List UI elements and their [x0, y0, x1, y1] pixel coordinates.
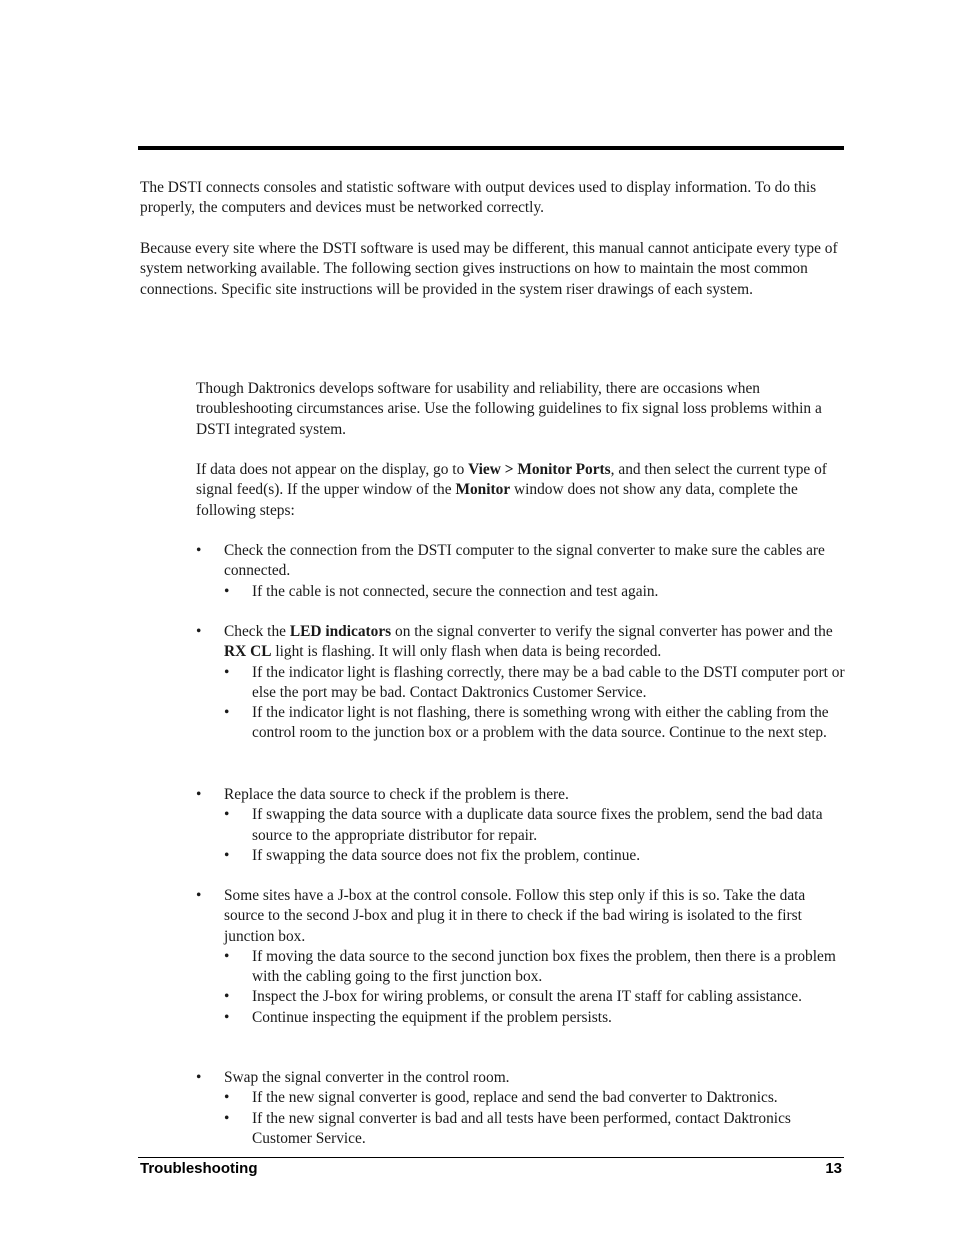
- intro-paragraph-1: The DSTI connects consoles and statistic software with output devices used to display information. To do this properly, the computers and devices must be networked correctly.: [140, 179, 817, 217]
- page-number: 13: [825, 1160, 842, 1177]
- step-4: [196, 886, 846, 1028]
- sub-list-item: • If the cable is not connected, secure the connection and test again.: [196, 582, 846, 602]
- sub-list-item: • If the new signal converter is bad and all tests have been performed, contact Daktronics Customer Service.: [224, 1109, 791, 1147]
- footer-section-title: Troubleshooting: [140, 1160, 258, 1177]
- intro-paragraph-2: Because every site where the DSTI software is used may be different, this manual cannot anticipate every type of system networking available. The following section gives instructions on how to maintain the most common connections. Specific site instructions will be provided in the system riser drawings of each system.: [140, 240, 838, 298]
- bullet-icon: •: [224, 947, 230, 965]
- sub-list-item: • If moving the data source to the second junction box fixes the problem, then there is a problem with the cabling going to the first junction box.: [224, 947, 836, 986]
- sub-list-item: • Continue inspecting the equipment if the problem persists.: [196, 1008, 846, 1028]
- monitor-bold: Monitor: [455, 481, 511, 499]
- step-3: [196, 785, 846, 866]
- bullet-icon: •: [224, 1109, 230, 1127]
- bullet-icon: •: [196, 887, 202, 904]
- sub-list-item: • If the indicator light is not flashing, there is something wrong with either the cabling from the control room to the junction box or a problem with the data source. Continue to the next step.: [224, 704, 829, 742]
- rx-cl-bold: RX CL: [224, 643, 272, 661]
- list-item: • Check the connection from the DSTI computer to the signal converter to make sure the cables are connected.: [196, 542, 825, 580]
- sub-list-item: • If swapping the data source with a duplicate data source fixes the problem, send the bad data source to the appropriate distributor for repair.: [224, 806, 823, 844]
- bullet-icon: •: [196, 623, 202, 640]
- body-paragraph-1: Though Daktronics develops software for usability and reliability, there are occasions when troubleshooting circumstances arise. Use the following guidelines to fix signal loss problems within a DSTI integrated system.: [196, 380, 822, 438]
- bullet-icon: •: [224, 704, 230, 722]
- list-item: • Replace the data source to check if the problem is there.: [196, 785, 846, 805]
- body-paragraph-2: If data does not appear on the display, go to View > Monitor Ports, and then select the current type of signal feed(s). If the upper window of the Monitor window does not show any data, complete the following steps:: [196, 461, 827, 519]
- step-2: [196, 622, 846, 744]
- sub-list-item: • If swapping the data source does not fix the problem, continue.: [196, 846, 846, 866]
- sub-list-item: • Inspect the J-box for wiring problems, or consult the arena IT staff for cabling assistance.: [196, 987, 846, 1007]
- bullet-icon: •: [224, 1089, 230, 1107]
- list-item: • Swap the signal converter in the control room.: [196, 1068, 846, 1088]
- list-item: • Some sites have a J-box at the control console. Follow this step only if this is so. Take the data source to the second J-box and plug it in there to check if the bad wiring is isolated to the first junction box.: [196, 887, 806, 945]
- step-5: [196, 1068, 846, 1149]
- bullet-icon: •: [224, 1008, 230, 1026]
- list-item: • Check the LED indicators on the signal converter to verify the signal converter has power and the RX CL light is flashing. It will only flash when data is being recorded.: [196, 623, 833, 661]
- bullet-icon: •: [196, 1069, 202, 1086]
- footer-rule: [138, 1157, 844, 1158]
- bullet-icon: •: [224, 988, 230, 1006]
- step-1: [196, 541, 846, 602]
- menu-path-bold: View > Monitor Ports: [468, 461, 611, 478]
- bullet-icon: •: [224, 806, 230, 824]
- bullet-icon: •: [224, 582, 230, 600]
- led-indicators-bold: LED indicators: [289, 623, 392, 640]
- header-rule: [138, 146, 844, 150]
- sub-list-item: • If the indicator light is flashing correctly, there may be a bad cable to the DSTI computer port or else the port may be bad. Contact Daktronics Customer Service.: [224, 663, 845, 701]
- bullet-icon: •: [224, 663, 230, 681]
- bullet-icon: •: [196, 786, 202, 803]
- bullet-icon: •: [224, 846, 230, 864]
- bullet-icon: •: [196, 542, 202, 559]
- sub-list-item: • If the new signal converter is good, replace and send the bad converter to Daktronics.: [196, 1088, 846, 1108]
